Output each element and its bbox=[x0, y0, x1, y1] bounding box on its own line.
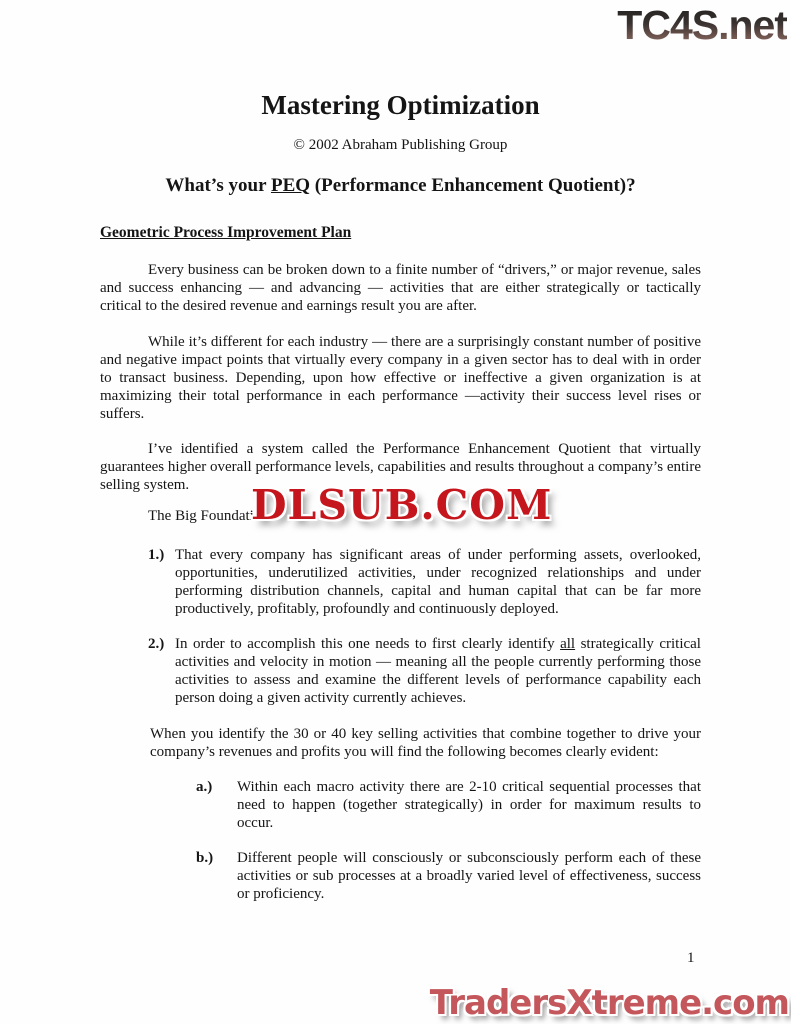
sublist-item-b-marker: b.) bbox=[196, 850, 214, 866]
peq-question-post: (Performance Enhancement Quotient)? bbox=[310, 175, 636, 196]
paragraph-when-identify: When you identify the 30 or 40 key selling activities that combine together to drive your company’s revenues and profits you will find the following becomes clearly evident: bbox=[150, 726, 701, 760]
list-item-1-marker: 1.) bbox=[148, 547, 165, 563]
paragraph-identified-system: I’ve identified a system called the Performance Enhancement Quotient that virtually guarantees higher overall performance levels, capabilities and results throughout a company’s entire selling system. bbox=[100, 441, 701, 493]
foundation-line: The Big Foundati bbox=[148, 508, 254, 524]
peq-question-pre: What’s your bbox=[165, 175, 271, 196]
list-item-2-text bbox=[175, 635, 701, 707]
tradersxtreme-logo: TradersXtreme.com bbox=[429, 983, 789, 1023]
page-title: Mastering Optimization bbox=[261, 90, 540, 120]
list-item-2-underlined: all bbox=[560, 636, 576, 652]
peq-question-underlined: PEQ bbox=[270, 175, 311, 196]
tc4s-logo: TC4S.net bbox=[617, 2, 787, 48]
list-item-2-pre: In order to accomplish this one needs to first clearly identify bbox=[175, 636, 561, 652]
sublist-item-a bbox=[196, 778, 701, 832]
sublist-item-b bbox=[196, 849, 701, 903]
page-number: 1 bbox=[687, 950, 695, 966]
list-item-2-marker: 2.) bbox=[148, 636, 165, 652]
document-content bbox=[100, 0, 701, 903]
copyright-line: © 2002 Abraham Publishing Group bbox=[293, 137, 508, 153]
list-item-1-text: That every company has significant areas of under performing assets, overlooked, opportunities, underutilized activities, under recognized relationships and under performing distribution channels, capital and human capital that can be far more productively, profitably, profoundly and continuously deployed. bbox=[175, 547, 701, 617]
sublist-item-a-marker: a.) bbox=[196, 779, 213, 795]
list-item-1 bbox=[148, 546, 701, 618]
list-item-2-post: strategically critical activities and velocity in motion — meaning all the people currently performing those activities to assess and examine the different levels of performance capability each person doing a given activity currently achieves. bbox=[175, 636, 701, 706]
sublist-item-b-text: Different people will consciously or subconsciously perform each of these activities or sub processes at a broadly varied level of effectiveness, success or proficiency. bbox=[237, 850, 701, 902]
dlsub-watermark: DLSUB.COM bbox=[251, 481, 553, 529]
sublist-item-a-text: Within each macro activity there are 2-10 critical sequential processes that need to happen (together strategically) in order for maximum results to occur. bbox=[237, 779, 701, 831]
section-heading: Geometric Process Improvement Plan bbox=[100, 224, 352, 241]
peq-question-heading bbox=[100, 175, 701, 197]
paragraph-while-different: While it’s different for each industry — there are a surprisingly constant number of positive and negative impact points that virtually every company in a given sector has to deal with in order to transact business. Depending, upon how effective or ineffective a given organization is at maximizing their total performance in each performance —activity their success level rises or suffers. bbox=[100, 334, 701, 422]
paragraph-every-business: Every business can be broken down to a finite number of “drivers,” or major revenue, sales and success enhancing — and advancing — activities that are either strategically or tactically critical to the desired revenue and earnings result you are after. bbox=[100, 262, 701, 314]
list-item-2 bbox=[148, 635, 701, 707]
